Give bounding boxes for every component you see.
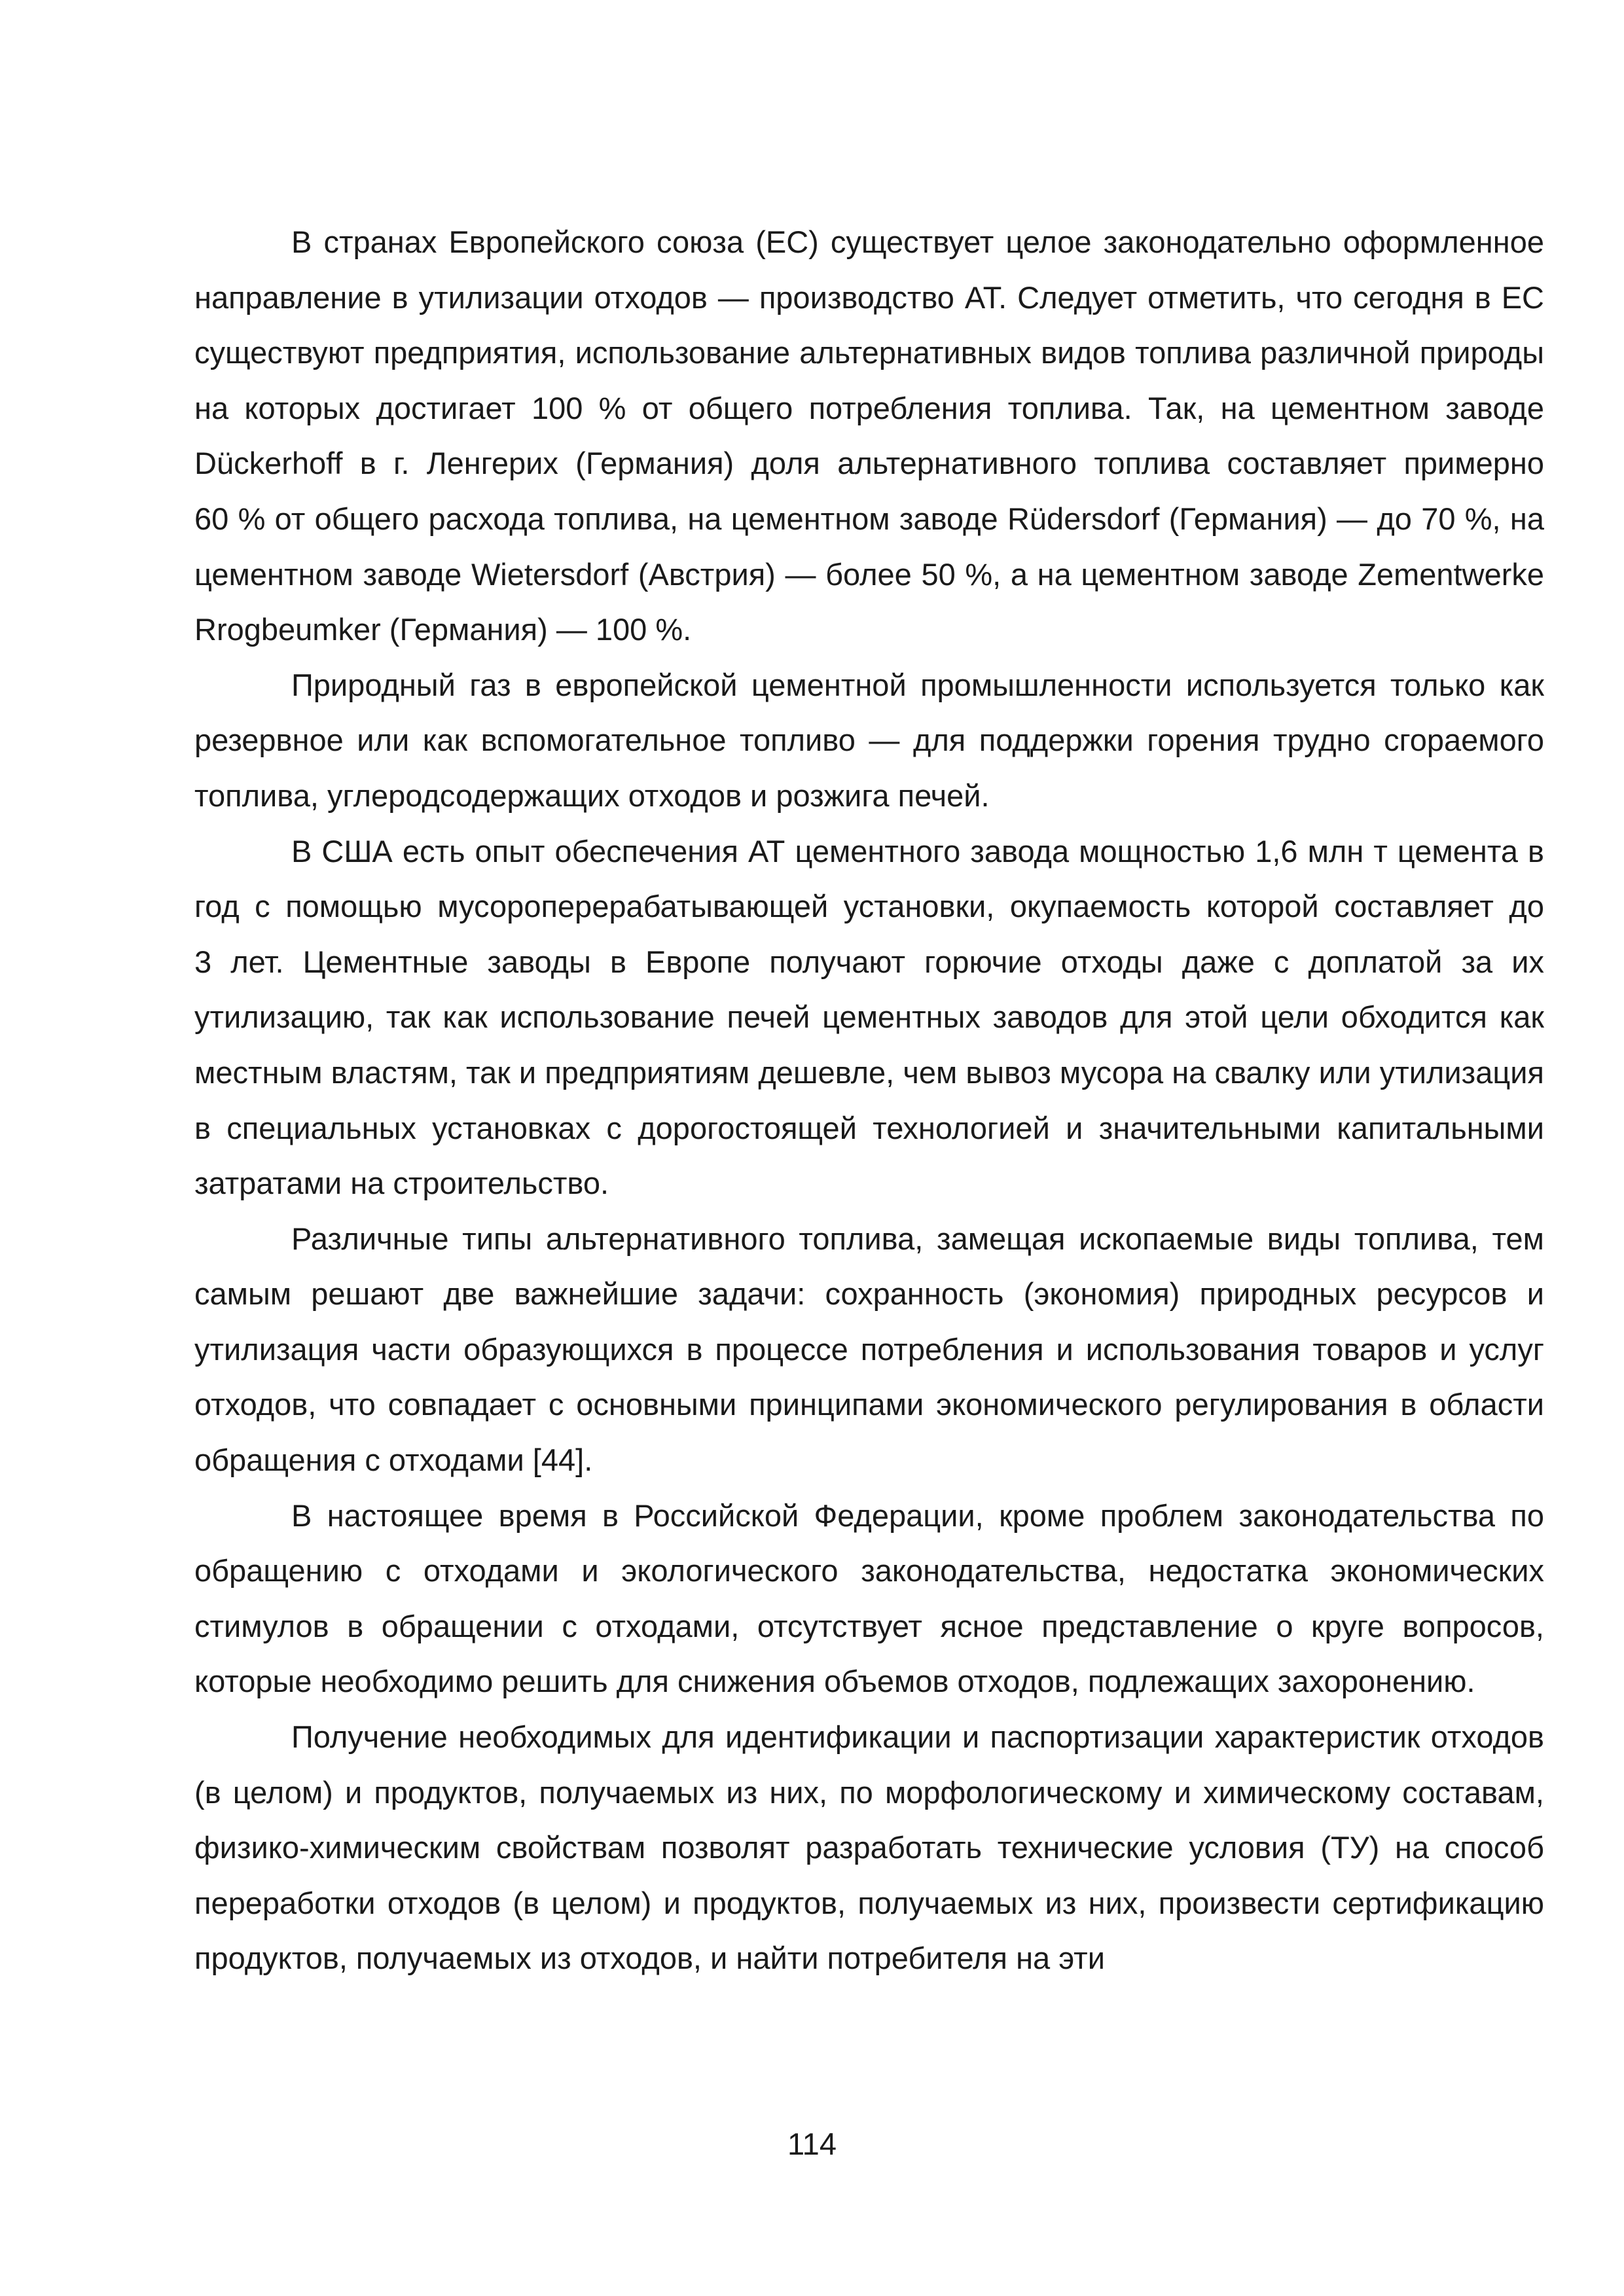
paragraph-natural-gas: Природный газ в европейской цементной промышленности используется только как резервное или как вспомогательное топливо — для поддержки горения трудно сгораемого топлива, углеродсодержащих отходов и розжига печей. bbox=[194, 667, 1544, 813]
paragraph-usa-experience: В США есть опыт обеспечения АТ цементного завода мощностью 1,6 млн т цемента в год с помощью мусороперерабатывающей установки, окупаемость которой составляет до 3 лет. Цементные заводы в Европе получают горючие отходы даже с доплатой за их утилизацию, так как использование печей цементных заводов для этой цели обходится как местным властям, так и предприятиям дешевле, чем вывоз мусора на свалку или утилизация в специальных установках с дорогостоящей технологией и значительными капитальными затратами на строительство. bbox=[194, 833, 1544, 1201]
paragraph-waste-certification: Получение необходимых для идентификации и паспортизации характеристик отходов (в целом) и продуктов, получаемых из них, по морфологическому и химическому составам, физико-химическим свойствам позволят разработать технические условия (ТУ) на способ переработки отходов (в целом) и продуктов, получаемых из них, произвести сертификацию продуктов, получаемых из отходов, и найти потребителя на эти bbox=[194, 1719, 1544, 1976]
paragraph-alternative-fuel-tasks: Различные типы альтернативного топлива, замещая ископаемые виды топлива, тем самым решают две важнейшие задачи: сохранность (экономия) природных ресурсов и утилизация части образующихся в процессе потребления и использования товаров и услуг отходов, что совпадает с основными принципами экономического регулирования в области обращения с отходами [44]. bbox=[194, 1221, 1544, 1478]
paragraph-russian-federation: В настоящее время в Российской Федерации, кроме проблем законодательства по обращению с отходами и экологического законодательства, недостатка экономических стимулов в обращении с отходами, отсутствует ясное представление о круге вопросов, которые необходимо решить для снижения объемов отходов, подлежащих захоронению. bbox=[194, 1498, 1544, 1699]
paragraph-eu-waste-fuel: В странах Европейского союза (ЕС) существует целое законодательно оформленное направление в утилизации отходов — производство АТ. Следует отметить, что сегодня в ЕС существуют предприятия, использование альтернативных видов топлива различной природы на которых достигает 100 % от общего потребления топлива. Так, на цементном заводе Dückerhoff в г. Ленгерих (Германия) доля альтернативного топлива составляет примерно 60 % от общего расхода топлива, на цементном заводе Rüdersdorf (Германия) — до 70 %, на цементном заводе Wietersdorf (Австрия) — более 50 %, а на цементном заводе Zementwerke Rrogbeumker (Германия) — 100 %. bbox=[194, 224, 1544, 647]
body-text bbox=[194, 215, 1544, 1986]
page-number: 114 bbox=[787, 2126, 837, 2161]
